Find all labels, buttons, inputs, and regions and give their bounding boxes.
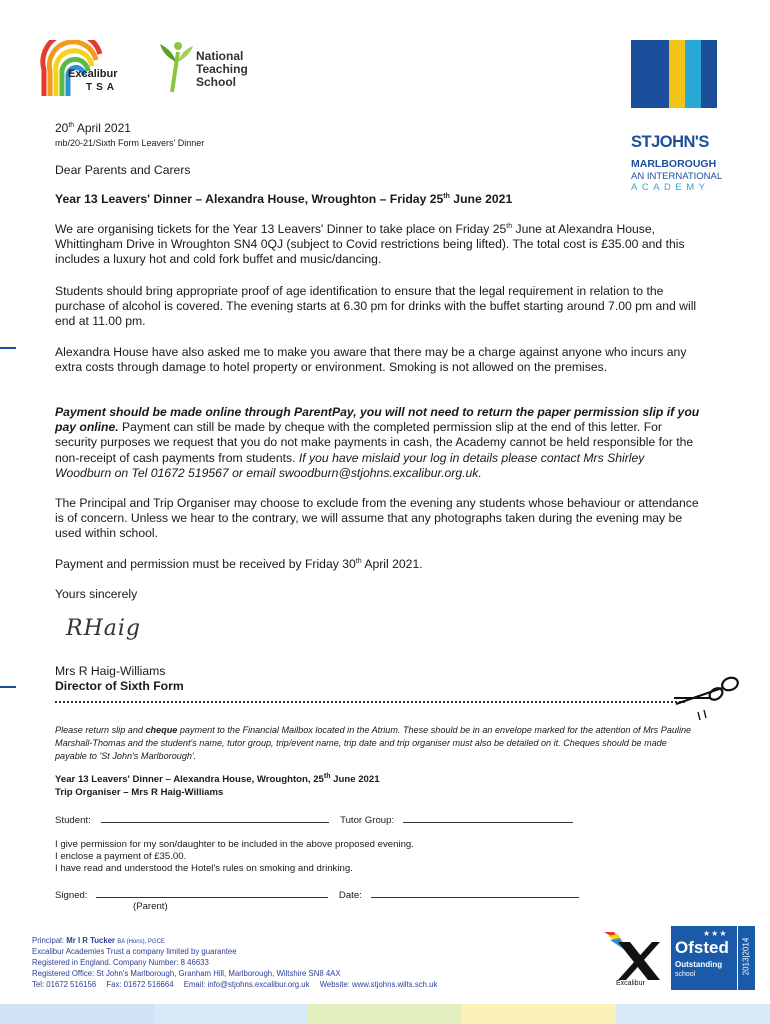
slip-organiser: Trip Organiser – Mrs R Haig-Williams [55,787,224,798]
signer-role: Director of Sixth Form [55,679,184,693]
tutor-group-field[interactable] [403,813,573,823]
signer-name: Mrs R Haig-Williams [55,664,166,678]
nts-line1: National [196,49,244,63]
excalibur-x-badge [602,930,662,992]
stjohns-logo [628,40,753,192]
fold-mark-bottom [0,686,16,688]
footer-website[interactable]: Website: www.stjohns.wilts.sch.uk [319,980,438,989]
excalibur-name: Excalibur [68,68,118,80]
payment-emphasis: Payment should be made online through ParentPay, you will not need to return the paper permission slip if you pay online. [55,405,700,435]
slip-instructions: Please return slip and cheque payment to the Financial Mailbox located in the Atrium. These should be in an envelope marked for the attention of Mrs Pauline Marshall-Thomas and the student's name, tutor group, trip/event name, trip date and trip organiser must also be detailed on it. Cheques should be made payable to 'St John's Marlborough'. [55,725,692,761]
ofsted-name: Ofsted [675,938,729,957]
excalibur-logo [40,40,140,98]
ofsted-divider [737,926,738,990]
parent-label: (Parent) [133,901,168,912]
footer-office: Registered Office: St John's Marlborough, Granham Hill, Marlborough, Wiltshire SN8 4AX [32,969,341,978]
student-row [55,813,573,828]
footer-fax: Fax: 01672 516664 [106,980,174,989]
signed-label: Signed: [55,890,88,901]
paragraph-4: Payment should be made online through ParentPay, you will not need to return the paper permission slip if you pay online. Payment can still be made by cheque with the completed permission slip at the end of this letter. For security purposes we request that you do not make payments in cash, the Academy cannot be held responsible for the non-receipt of cash payments from students. If you have mislaid your log in details please contact Mrs Shirley Woodburn on Tel 01672 519567 or email swoodburn@stjohns.excalibur.org.uk. [55,405,700,480]
footer-trust: Excalibur Academies Trust a company limited by guarantee [32,947,237,956]
consent-3: I have read and understood the Hotel's rules on smoking and drinking. [55,863,353,874]
ofsted-school: school [675,971,696,978]
footer-contacts [32,980,437,990]
scissors-icon [672,674,744,724]
footer-email[interactable]: Email: info@stjohns.excalibur.org.uk [183,980,310,989]
signed-field[interactable] [96,888,328,898]
slip-title: Year 13 Leavers' Dinner – Alexandra House, Wroughton, 25th June 2021 [55,772,380,785]
paragraph-2: Students should bring appropriate proof of age identification to ensure that the legal requirement in relation to the purchase of alcohol is covered. The evening starts at 6.30 pm for drinks with the buffet starting around 7.00 pm and will end at 11.00 pm. [55,284,697,329]
stjohns-name: STJOHN'S [631,133,709,151]
fold-mark-top [0,347,16,349]
ofsted-badge [671,926,755,990]
date-label: Date: [338,890,362,901]
ofsted-outstanding: Outstanding [675,960,723,969]
student-label: Student: [55,815,91,826]
footer-registered: Registered in England. Company Number: 8 46633 [32,958,209,967]
signature: RHaig [66,616,141,641]
date-field[interactable] [371,888,579,898]
leaf-figure-icon [158,38,194,94]
stjohns-international: AN INTERNATIONAL [631,171,723,182]
excalibur-x-icon [602,930,662,982]
nts-line2: Teaching [196,62,248,76]
closing: Yours sincerely [55,587,138,601]
letter-reference: mb/20-21/Sixth Form Leavers' Dinner [55,138,205,148]
paragraph-5: The Principal and Trip Organiser may choose to exclude from the evening any students whose behaviour or attendance is of concern. Unless we hear to the contrary, we will assume that any photographs taken during the evening may be used within school. [55,496,699,541]
footer-principal: Principal: Mr I R Tucker BA (Hons), PGCE [32,936,165,945]
consent-2: I enclose a payment of £35.00. [55,851,187,862]
student-field[interactable] [101,813,329,823]
footer-colour-bar [0,1004,770,1024]
paragraph-6: Payment and permission must be received by Friday 30th April 2021. [55,557,423,571]
national-teaching-school-logo [158,38,258,98]
ofsted-years: 2013|2014 [741,937,751,976]
salutation: Dear Parents and Carers [55,163,191,177]
stjohns-crest-block [631,40,669,108]
nts-line3: School [196,75,237,89]
paragraph-3: Alexandra House have also asked me to make you aware that there may be a charge against anyone who incurs any extra costs through damage to hotel property or environment. Smoking is not allowed on the premises. [55,345,687,375]
letter-title: Year 13 Leavers' Dinner – Alexandra House, Wroughton – Friday 25th June 2021 [55,192,513,206]
consent-1: I give permission for my son/daughter to be included in the above proposed evening. [55,839,414,850]
ofsted-stars-icon: ★★★ [703,929,728,938]
contact-details: If you have mislaid your log in details please contact Mrs Shirley Woodburn on Tel 01672 519567 or email swoodburn@stjohns.excalibur.org.uk. [55,450,645,480]
excalibur-x-label: Excalibur [616,980,645,987]
footer-tel: Tel: 01672 516156 [32,980,97,989]
cut-line [55,701,685,703]
stjohns-academy: ACADEMY [631,182,710,193]
excalibur-sub: TSA [86,82,118,93]
paragraph-1: We are organising tickets for the Year 13 Leavers' Dinner to take place on Friday 25th June at Alexandra House, Whittingham Drive in Wroughton SN4 0QJ (subject to Covid restrictions being lifted). The total cost is £35.00 and this includes a luxury hot and cold fork buffet and music/dancing. [55,222,685,267]
tutor-label: Tutor Group: [340,815,395,826]
stjohns-marlborough: MARLBOROUGH [631,158,717,170]
letter-date: 20th April 2021 [55,121,131,135]
